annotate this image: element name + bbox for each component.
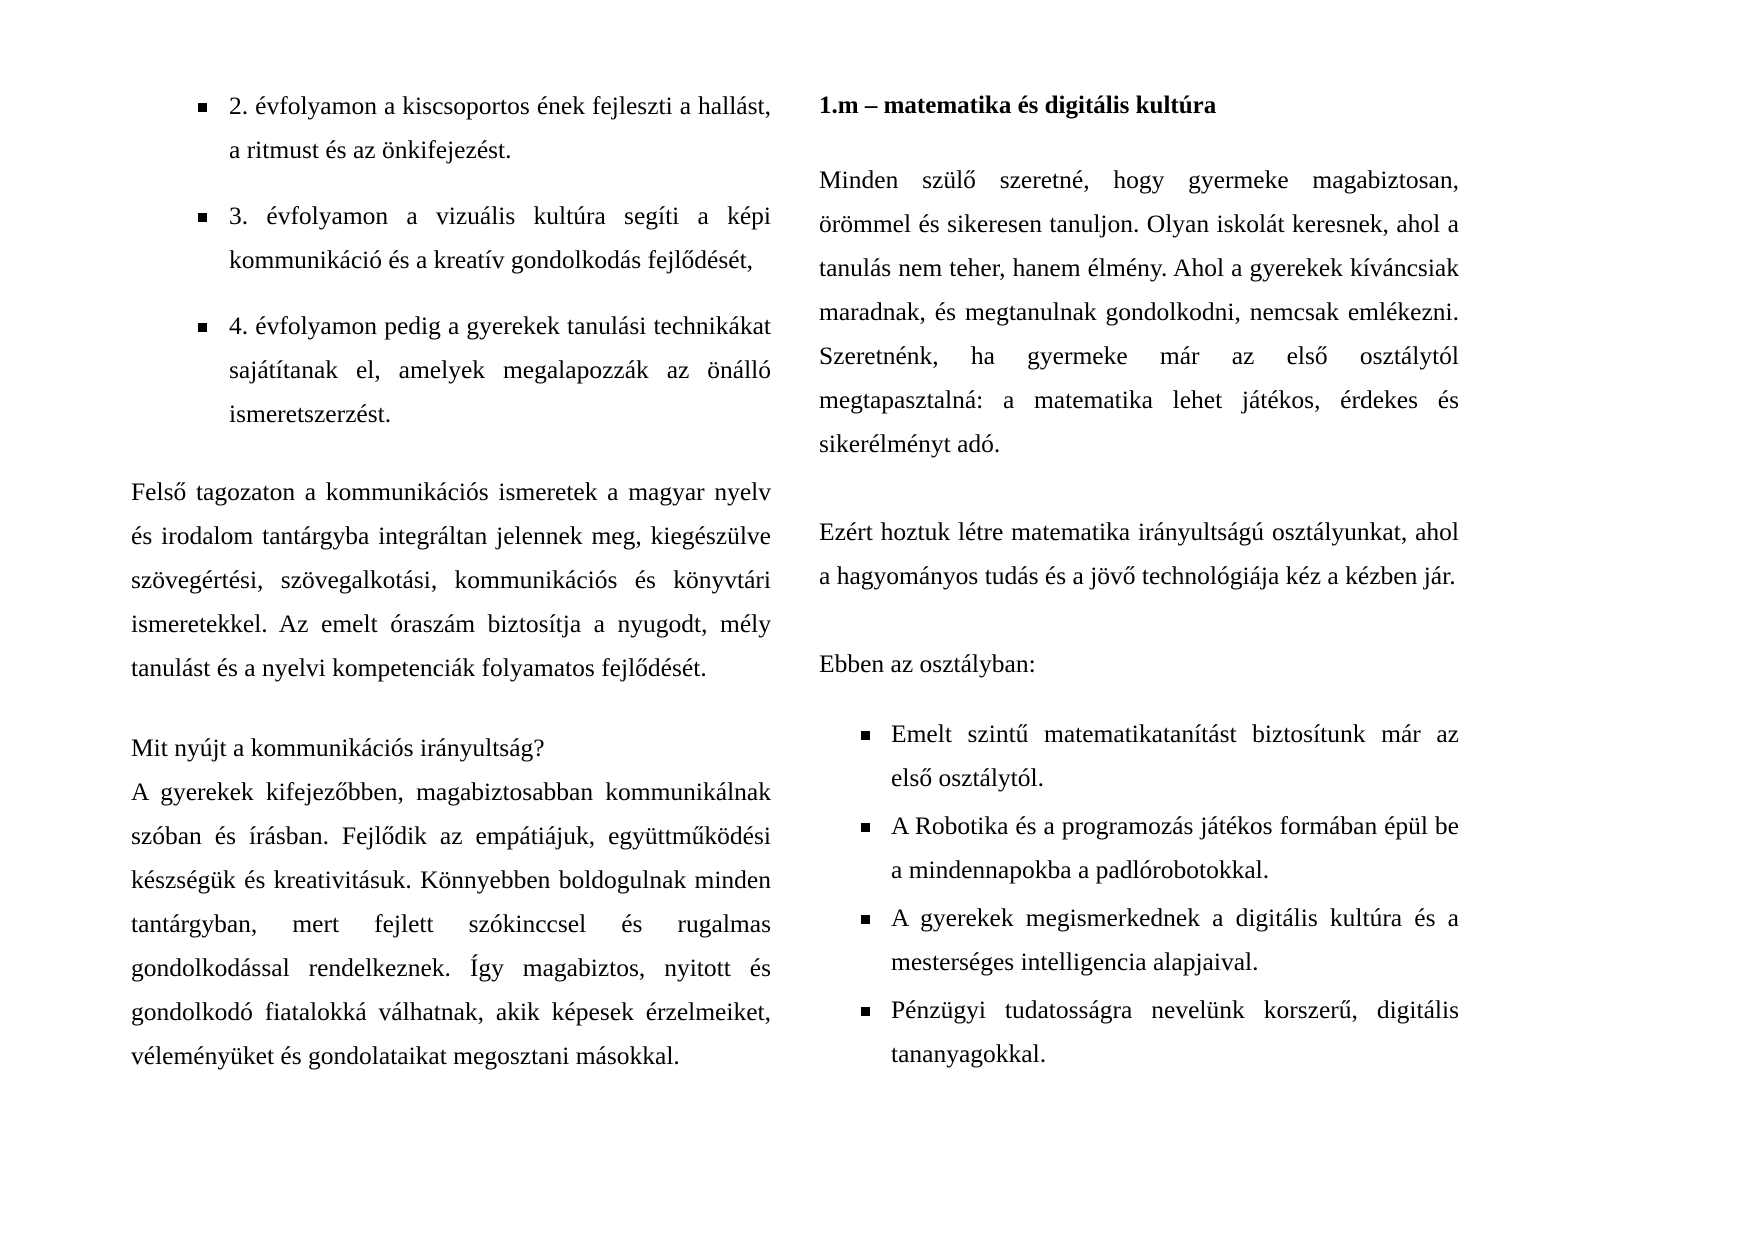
paragraph-spacer <box>131 716 771 726</box>
left-paragraph-1: Felső tagozaton a kommunikációs ismeretek a magyar nyelv és irodalom tantárgyba integráltan jelennek meg, kiegészülve szövegértési, szövegalkotási, kommunikációs és könyvtári ismeretekkel. Az emelt óraszám biztosítja a nyugodt, mély tanulást és a nyelvi kompetenciák folyamatos fejlődését. <box>131 477 771 682</box>
square-bullet-icon <box>198 213 207 222</box>
left-bullet-list <box>131 84 771 436</box>
list-item <box>819 804 1459 892</box>
list-item-text: 4. évfolyamon pedig a gyerekek tanulási technikákat sajátítanak el, amelyek megalapozzák az önálló ismeretszerzést. <box>229 311 771 428</box>
list-item <box>131 194 771 282</box>
right-paragraph-2: Ezért hoztuk létre matematika irányultságú osztályunkat, ahol a hagyományos tudás és a jövő technológiája kéz a kézben jár. <box>819 517 1459 590</box>
list-item-text: Emelt szintű matematikatanítást biztosítunk már az első osztálytól. <box>891 719 1459 792</box>
list-item-text: A Robotika és a programozás játékos formában épül be a mindennapokba a padlórobotokkal. <box>891 811 1459 884</box>
section-heading: 1.m – matematika és digitális kultúra <box>819 92 1217 119</box>
two-column-layout <box>0 84 1755 1104</box>
right-list-intro: Ebben az osztályban: <box>819 649 1036 678</box>
list-item-text: A gyerekek megismerkednek a digitális kultúra és a mesterséges intelligencia alapjaival. <box>891 903 1459 976</box>
list-item <box>131 304 771 436</box>
left-question-line: Mit nyújt a kommunikációs irányultság? <box>131 733 545 762</box>
right-paragraph-1: Minden szülő szeretné, hogy gyermeke magabiztosan, örömmel és sikeresen tanuljon. Olyan iskolát keresnek, ahol a tanulás nem teher, hanem élmény. Ahol a gyerekek kíváncsiak maradnak, és megtanulnak gondolkodni, nemcsak emlékezni. Szeretnénk, ha gyermeke már az első osztálytól megtapasztalná: a matematika lehet játékos, érdekes és sikerélményt adó. <box>819 165 1459 458</box>
list-item <box>131 84 771 172</box>
list-item <box>819 896 1459 984</box>
paragraph-spacer <box>819 624 1459 642</box>
square-bullet-icon <box>198 103 207 112</box>
right-bullet-list <box>819 712 1459 1076</box>
paragraph-spacer <box>819 492 1459 510</box>
list-item-text: Pénzügyi tudatosságra nevelünk korszerű, digitális tananyagokkal. <box>891 995 1459 1068</box>
left-column <box>131 84 771 1104</box>
square-bullet-icon <box>861 731 870 740</box>
list-item-text: 3. évfolyamon a vizuális kultúra segíti a képi kommunikáció és a kreatív gondolkodás fejlődését, <box>229 201 771 274</box>
square-bullet-icon <box>861 823 870 832</box>
right-column <box>819 84 1459 1080</box>
square-bullet-icon <box>861 915 870 924</box>
left-paragraph-2: A gyerekek kifejezőbben, magabiztosabban kommunikálnak szóban és írásban. Fejlődik az empátiájuk, együttműködési készségük és kreativitásuk. Könnyebben boldogulnak minden tantárgyban, mert fejlett szókinccsel és rugalmas gondolkodással rendelkeznek. Így magabiztos, nyitott és gondolkodó fiatalokká válhatnak, akik képesek érzelmeiket, véleményüket és gondolataikat megosztani másokkal. <box>131 777 771 1070</box>
list-item-text: 2. évfolyamon a kiscsoportos ének fejleszti a hallást, a ritmust és az önkifejezést. <box>229 91 771 164</box>
list-item <box>819 712 1459 800</box>
list-item <box>819 988 1459 1076</box>
square-bullet-icon <box>198 323 207 332</box>
square-bullet-icon <box>861 1007 870 1016</box>
